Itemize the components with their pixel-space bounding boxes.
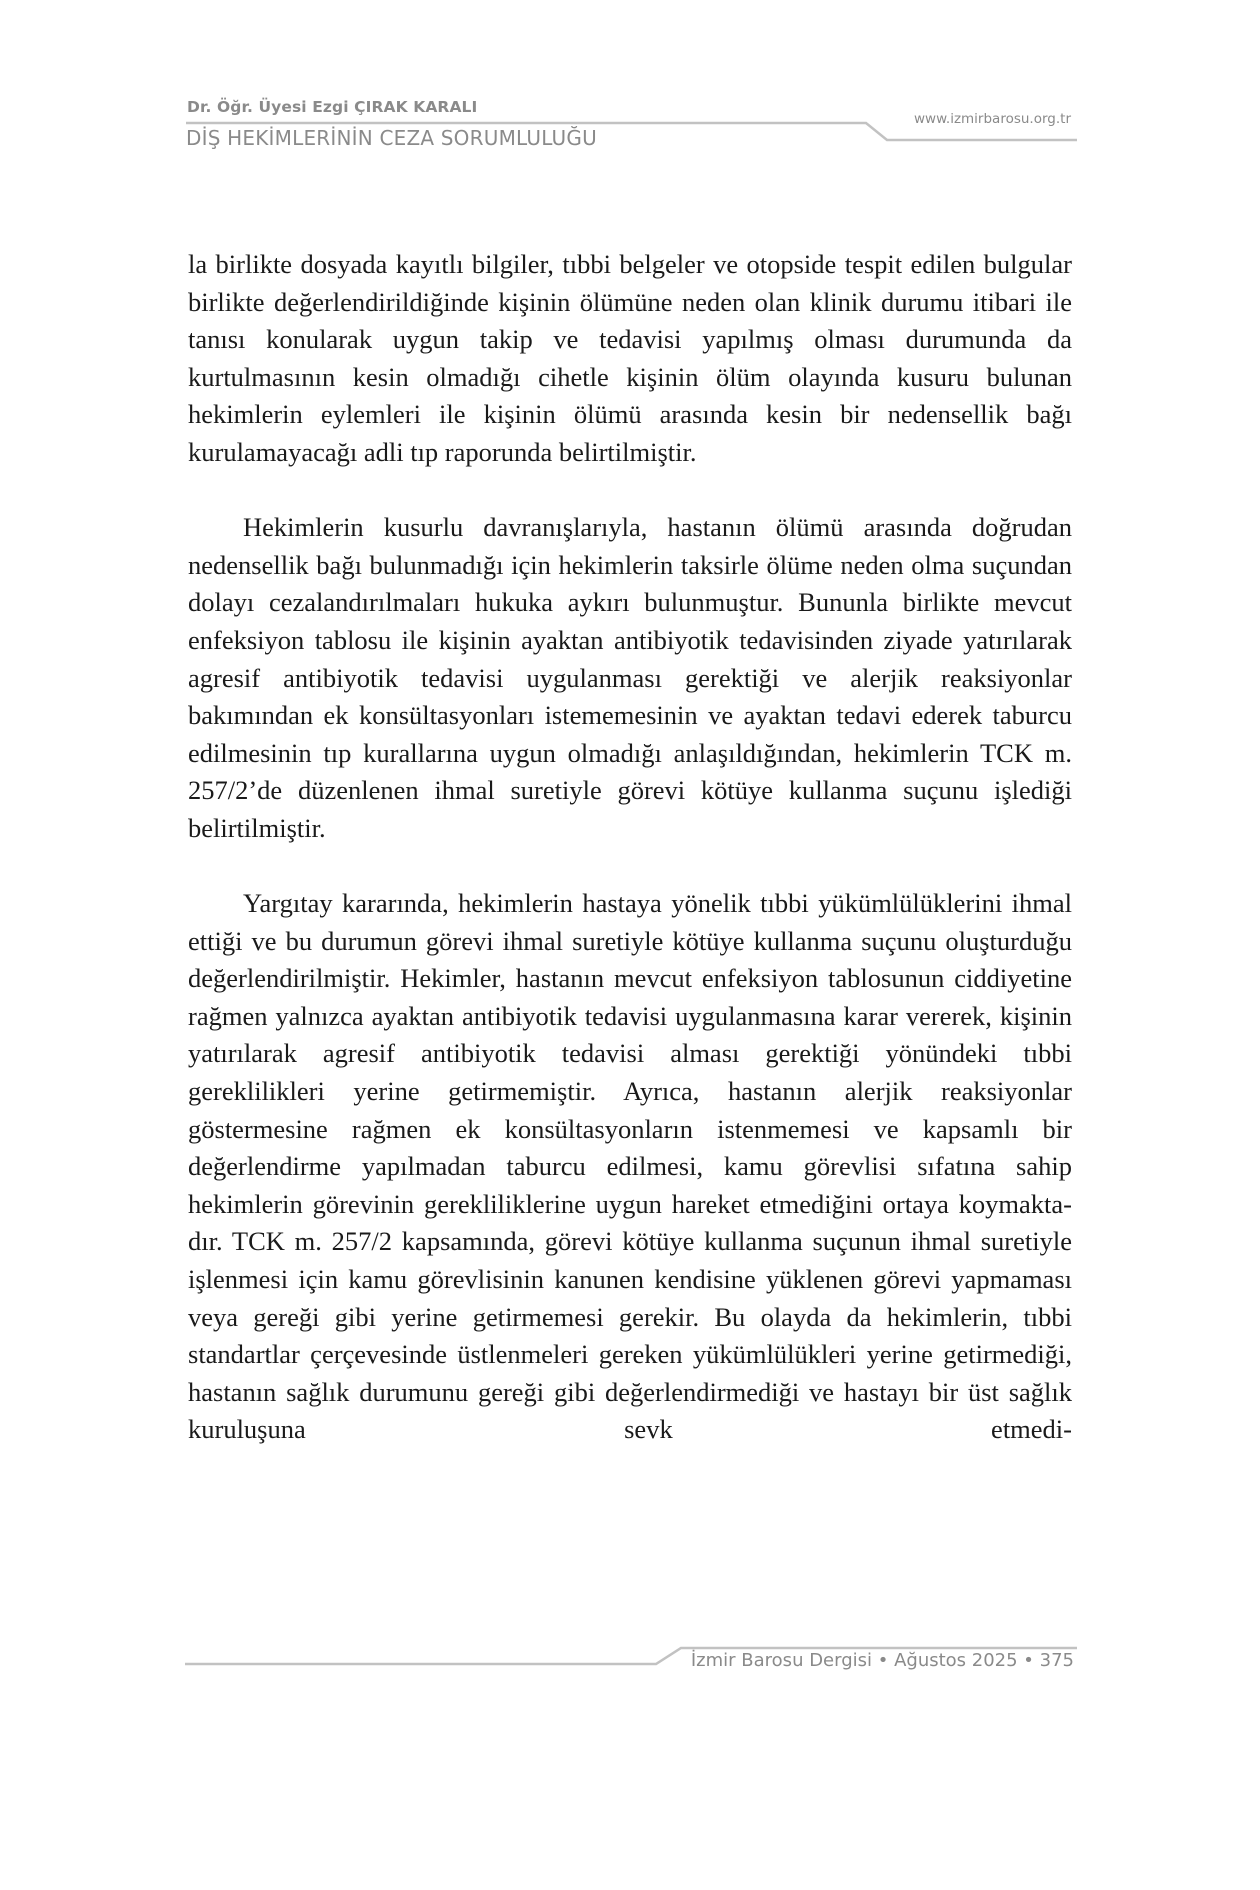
header-article-title: DİŞ HEKİMLERİNİN CEZA SORUMLULUĞU (186, 126, 597, 150)
paragraph: Hekimlerin kusurlu davranışlarıyla, hastanın ölümü arasında doğrudan nedensellik bağı bulunmadığı için hekimlerin taksirle ölüme neden olma suçundan dolayı cezalandırılmaları hukuka aykırı bulunmuştur. Bununla birlikte mevcut enfeksiyon tablosu ile kişinin ayaktan antibiyotik tedavisinden ziyade yatırılarak agresif antibiyotik tedavisi uygulanması gerektiği ve alerjik reaksiyonlar bakımından ek konsültasyonları istememesinin ve ayaktan tedavi ederek taburcu edilmesinin tıp kurallarına uygun olmadığı anlaşıldığından, hekimlerin TCK m. 257/2’de düzenlenen ihmal suretiyle görevi kötüye kullanma suçunu işlediği belirtilmiştir. (188, 512, 1072, 843)
paragraph: Yargıtay kararında, hekimlerin hastaya yönelik tıbbi yükümlülüklerini ihmal ettiği ve bu durumun görevi ihmal suretiyle kötüye kullanma suçunu oluşturduğu değerlendirilmiştir. Hekimler, hastanın mevcut enfeksiyon tablosunun ciddiyetine rağmen yalnızca ayaktan antibiyotik tedavisi uygulanmasına karar vererek, kişinin yatırılarak agresif antibiyotik tedavisi alması gerektiği yönündeki tıbbi gereklilikleri yerine getirmemiştir. Ayrıca, hastanın alerjik reaksiyonlar göstermesine rağmen ek konsültasyonların istenmemesi ve kapsamlı bir değerlendirme yapılmadan taburcu edilmesi, kamu görevlisi sıfatına sahip hekimlerin görevinin gerekliliklerine uygun hareket etmediğini ortaya koymaktadır. TCK m. 257/2 kapsamında, görevi kötüye kullanma suçunun ihmal suretiyle işlenmesi için kamu görevlisinin kanunen kendisine yüklenen görevi yapmaması veya gereği gibi yerine getirmemesi gerekir. Bu olayda da hekimlerin, tıbbi standartlar çerçevesinde üstlenmeleri gereken yükümlülükleri yerine getirmediği, hastanın sağlık durumunu gereği gibi değerlendirmediği ve hastayı bir üst sağlık kuruluşuna sevk etmedi- (188, 888, 1072, 1445)
article-body (188, 246, 1072, 1449)
header-author: Dr. Öğr. Üyesi Ezgi ÇIRAK KARALI (187, 98, 478, 116)
footer-journal-info: İzmir Barosu Dergisi • Ağustos 2025 • 375 (690, 1650, 1074, 1671)
paragraph-continued: la birlikte dosyada kayıtlı bilgiler, tıbbi belgeler ve otopside tespit edilen bulgular birlikte değerlendirildiğinde kişinin ölümüne neden olan klinik durumu itibari ile tanısı konularak uygun takip ve tedavisi yapılmış olması durumunda da kurtulmasının kesin olmadığı cihetle kişinin ölüm olayında kusuru bulunan hekimlerin eylemleri ile kişinin ölümü arasında kesin bir nedensellik bağı kurulamayacağı adli tıp raporunda belirtilmiştir. (188, 249, 1072, 467)
header-website-link[interactable]: www.izmirbarosu.org.tr (914, 111, 1071, 127)
